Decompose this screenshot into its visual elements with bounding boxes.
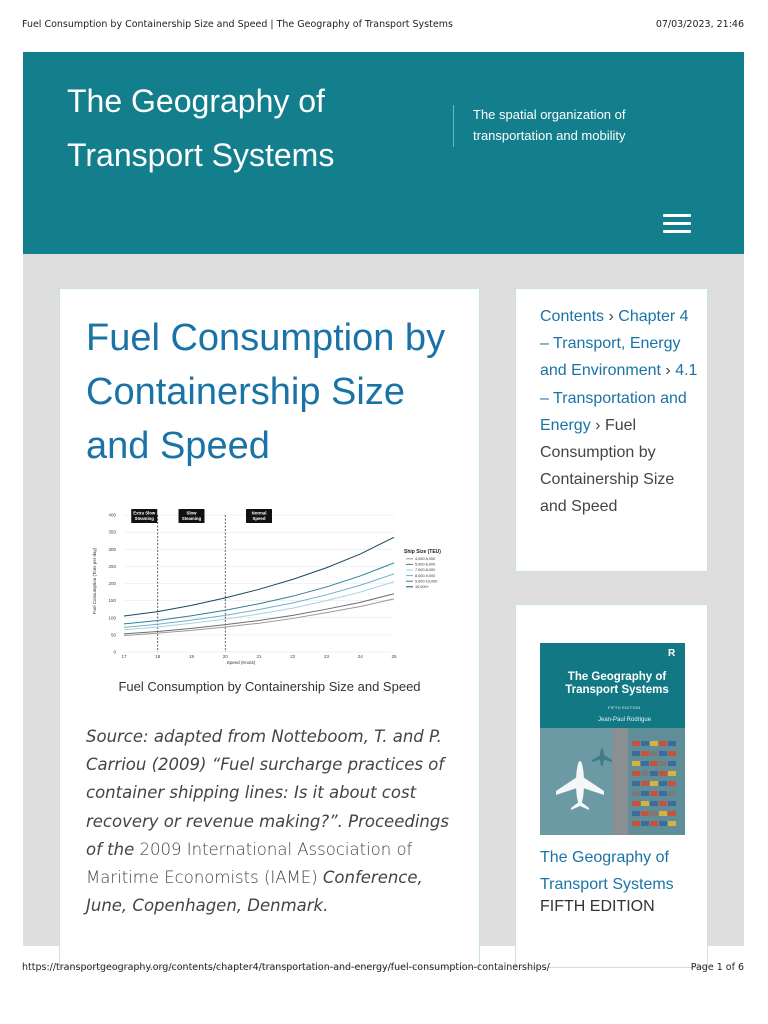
chart-legend <box>404 549 441 589</box>
chart-legend-label: 7,000-8,000 <box>415 568 436 573</box>
book-cover[interactable] <box>540 643 685 835</box>
breadcrumb-separator: › <box>595 416 601 434</box>
source-text-upright: 2009 International Association of Maritime Economists (IAME) <box>86 839 413 888</box>
chart-x-tick-label: 23 <box>323 654 330 659</box>
chart-annotation-label: Normal <box>251 510 267 516</box>
chart-y-tick-label: 200 <box>108 581 116 586</box>
chart-annotation-label: Speed <box>252 516 266 521</box>
breadcrumb-section[interactable]: 4.1 – Transportation and Energy <box>540 362 698 434</box>
book-cover-edition: FIFTH EDITION <box>608 705 641 710</box>
chart-y-tick-label: 50 <box>110 632 116 638</box>
chart-annotation <box>246 509 272 523</box>
chart-series-line <box>124 599 394 636</box>
chart-legend-label: 10,000+ <box>415 585 429 589</box>
site-tagline: The spatial organization of transportation and mobility <box>473 107 626 143</box>
source-text-1: Source: adapted from Notteboom, T. and P. Carriou (2009) “Fuel surcharge practices of container shipping lines: Is it about cost recovery or revenue making?”. Proceedings of the <box>86 727 449 859</box>
fuel-consumption-chart <box>86 503 456 665</box>
breadcrumb-chapter[interactable]: Chapter 4 – Transport, Energy and Environment <box>540 308 689 380</box>
chart-legend-label: 5,000-6,000 <box>415 562 436 567</box>
chart-x-tick-label: 25 <box>391 654 397 659</box>
chart-annotation-label: Steaming <box>134 516 154 521</box>
chart-x-tick-label: 24 <box>357 654 363 659</box>
print-header <box>22 19 744 30</box>
chart-x-tick-label: 20 <box>222 654 228 659</box>
book-link[interactable]: The Geography of Transport Systems <box>540 849 674 893</box>
chart-legend-label: 8,000-9,000 <box>415 573 436 578</box>
breadcrumb-current: Fuel Consumption by Containership Size and Speed <box>540 416 675 516</box>
chart-legend-label: 4,000-5,000 <box>415 557 436 561</box>
breadcrumb-card <box>515 288 708 572</box>
print-footer-url[interactable]: https://transportgeography.org/contents/chapter4/transportation-and-energy/fuel-consumption-containerships/ <box>22 962 550 973</box>
chart-x-tick-label: 22 <box>290 654 296 659</box>
chart-y-tick-label: 150 <box>108 598 116 604</box>
page-title: Fuel Consumption by Containership Size and Speed <box>86 317 446 467</box>
print-header-title: Fuel Consumption by Containership Size and Speed | The Geography of Transport Systems <box>22 19 453 30</box>
chart-x-ticks <box>121 654 397 659</box>
chart-series-lines <box>124 537 394 635</box>
chart-x-tick-label: 18 <box>155 654 161 659</box>
chart-y-ticks <box>108 513 116 655</box>
print-footer <box>22 962 744 973</box>
chart-annotation-label: Slow <box>186 510 197 516</box>
breadcrumb-separator: › <box>665 362 671 380</box>
chart-y-tick-label: 300 <box>108 546 116 552</box>
source-citation <box>86 723 458 920</box>
figure-caption: Fuel Consumption by Containership Size and Speed <box>118 679 421 694</box>
breadcrumb-separator: › <box>608 308 614 325</box>
chart-annotation <box>131 509 157 523</box>
chart-y-tick-label: 400 <box>108 512 116 518</box>
book-cover-title: The Geography of Transport Systems <box>565 671 669 696</box>
book-card <box>515 604 708 968</box>
chart-legend-title: Ship Size (TEU) <box>404 549 441 555</box>
chart-x-tick-label: 21 <box>256 654 262 659</box>
breadcrumb <box>540 303 700 521</box>
chart-annotation <box>179 509 205 523</box>
chart-grid <box>124 515 394 652</box>
article-card <box>59 288 480 968</box>
chart-y-tick-label: 250 <box>108 563 116 569</box>
chart-y-tick-label: 100 <box>108 615 116 621</box>
chart-y-label: Fuel Consumption (Tons per day) <box>92 547 97 615</box>
chart-annotation-label: Extra Slow <box>133 510 156 516</box>
print-footer-page: Page 1 of 6 <box>690 962 744 973</box>
tagline-divider <box>453 105 454 147</box>
chart-x-tick-label: 19 <box>188 654 195 659</box>
breadcrumb-contents[interactable]: Contents <box>540 308 605 325</box>
menu-icon[interactable] <box>663 214 691 236</box>
chart-x-label: Speed (Knots) <box>226 660 256 665</box>
source-text-2: Conference, June, Copenhagen, Denmark. <box>86 868 423 916</box>
chart-annotation-label: Steaming <box>181 516 202 521</box>
book-edition: FIFTH EDITION <box>540 898 655 915</box>
print-header-datetime: 07/03/2023, 21:46 <box>655 19 744 30</box>
chart-annotations <box>131 509 272 523</box>
site-header <box>23 52 744 254</box>
chart-x-tick-label: 17 <box>121 654 127 659</box>
publisher-logo: R <box>668 648 676 659</box>
chart-y-tick-label: 350 <box>108 529 116 535</box>
chart-y-tick-label: 0 <box>113 649 116 655</box>
site-title[interactable]: The Geography of Transport Systems <box>67 83 335 173</box>
book-cover-author: Jean-Paul Rodrigue <box>598 717 652 723</box>
chart-legend-label: 9,000-10,000 <box>415 579 438 584</box>
